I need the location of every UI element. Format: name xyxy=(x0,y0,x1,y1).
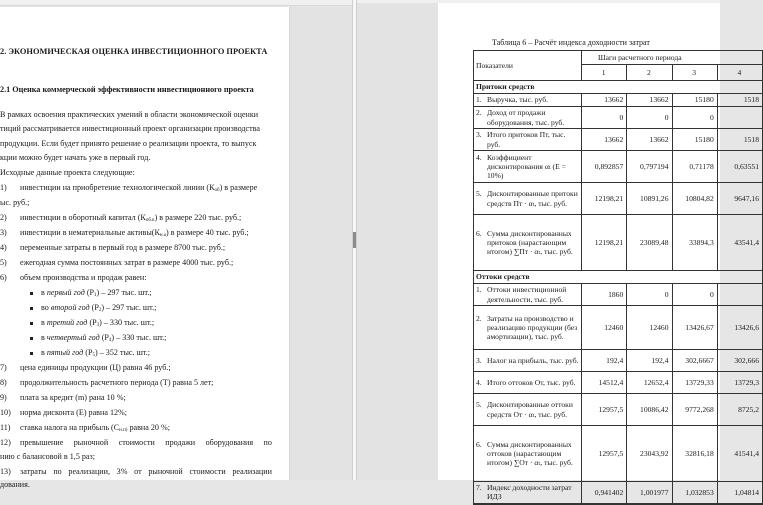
value-cell: 10086,42 xyxy=(627,394,672,426)
value-cell: 43541,4 xyxy=(717,215,762,271)
row-number: 6. xyxy=(476,439,482,449)
bullet-year: третий год xyxy=(46,318,88,327)
header-col: 2 xyxy=(627,65,672,81)
value-cell: 1,001977 xyxy=(627,482,672,504)
list-number: 1) xyxy=(0,183,7,192)
list-text: цена единицы продукции (Ц) равна 46 руб.; xyxy=(20,363,171,372)
subscript: н.п) xyxy=(119,428,128,433)
value-cell: 12198,21 xyxy=(582,215,627,271)
section-heading: 2. ЭКОНОМИЧЕСКАЯ ОЦЕНКА ИНВЕСТИЦИОННОГО ПРОЕКТА xyxy=(0,47,268,56)
subsection-heading: 2.1 Оценка коммерческой эффективности инвестиционного проекта xyxy=(0,85,254,94)
word: рыночной xyxy=(148,467,183,476)
row-label-cell xyxy=(474,306,582,350)
word: реализации xyxy=(232,467,272,476)
row-label-cell xyxy=(474,426,582,482)
value-cell: 0,63551 xyxy=(717,151,762,183)
row-label-text: Коэффициент дисконтирования αₜ (E = 10%) xyxy=(487,152,566,181)
value-cell: 23089,48 xyxy=(627,215,672,271)
row-number: 4. xyxy=(476,152,482,162)
value-cell: 13729,3 xyxy=(717,372,762,394)
list-text: объем производства и продаж равен: xyxy=(20,273,147,282)
list-text-part: ) в размере 220 тыс. руб.; xyxy=(154,213,242,222)
source-data-label: Исходные данные проекта следующие: xyxy=(0,168,135,177)
value-cell: 192,4 xyxy=(627,350,672,372)
bullet-text-part: в xyxy=(41,348,47,357)
bullet-text-part: ) – 330 тыс. шт.; xyxy=(111,333,167,342)
value-cell: 13426,67 xyxy=(672,306,717,350)
row-label xyxy=(476,400,579,418)
word: реализации, xyxy=(68,467,110,476)
bullet-icon xyxy=(30,352,33,355)
row-label-text: Индекс доходности затрат ИДЗ xyxy=(487,483,572,502)
value-cell: 10804,82 xyxy=(672,183,717,215)
word: 3% xyxy=(116,467,128,476)
list-number: 4) xyxy=(0,243,7,252)
bullet-icon xyxy=(30,322,33,325)
table-row xyxy=(474,215,763,271)
value-cell: 0 xyxy=(672,284,717,306)
value-cell: 0,797194 xyxy=(627,151,672,183)
bullet-year: второй год xyxy=(50,303,90,312)
value-cell: 13662 xyxy=(582,129,627,151)
list-text-part: ) в размере xyxy=(219,183,258,192)
row-label-text: Затраты на производство и реализацию продукции (без амортизации), тыс. руб. xyxy=(487,313,578,342)
row-label-text: Выручка, тыс. руб. xyxy=(487,95,548,105)
row-number: 4. xyxy=(476,377,482,387)
header-col: 4 xyxy=(717,65,762,81)
subscript: об xyxy=(214,188,220,193)
value-cell: 9772,268 xyxy=(672,394,717,426)
value-cell: 0,892857 xyxy=(582,151,627,183)
bullet-text-part: в xyxy=(41,288,47,297)
row-number: 7. xyxy=(476,483,482,493)
row-label-text: Итого оттоков От, тыс. руб. xyxy=(487,377,576,387)
bullet-text-part: (P xyxy=(91,303,99,312)
bullet-text xyxy=(41,348,150,361)
list-text-justified xyxy=(20,467,272,477)
bullet-text xyxy=(41,303,156,316)
value-cell: 13729,33 xyxy=(672,372,717,394)
document-background xyxy=(357,3,438,480)
list-text-part: инвестиции в нематериальные активы(К xyxy=(20,228,160,237)
row-label-cell xyxy=(474,482,582,504)
table-row xyxy=(474,394,763,426)
value-cell: 8725,2 xyxy=(717,394,762,426)
list-text: продолжительность расчетного периода (Т) равна 5 лет; xyxy=(20,378,214,387)
table-row xyxy=(474,350,763,372)
list-text: плата за кредит (m) рана 10 %; xyxy=(20,393,126,402)
value-cell: 13662 xyxy=(582,94,627,107)
value-cell: 15180 xyxy=(672,129,717,151)
list-text-continuation: ыс. руб.; xyxy=(0,198,30,207)
value-cell: 302,6667 xyxy=(672,350,717,372)
list-text-continuation: дования. xyxy=(0,480,30,489)
value-cell: 12652,4 xyxy=(627,372,672,394)
split-handle-icon[interactable] xyxy=(353,232,356,248)
word: стоимости xyxy=(189,467,226,476)
row-label xyxy=(476,285,579,303)
row-number: 6. xyxy=(476,228,482,238)
word: по xyxy=(263,438,272,447)
bullet-year: первый год xyxy=(46,288,85,297)
row-label-cell xyxy=(474,215,582,271)
subscript: об.к xyxy=(145,218,155,223)
bullet-text-part: (P xyxy=(101,333,109,342)
row-label-cell xyxy=(474,394,582,426)
value-cell: 1518 xyxy=(717,94,762,107)
row-label xyxy=(476,314,579,342)
row-number: 1. xyxy=(476,285,482,295)
value-cell: 0,941402 xyxy=(582,482,627,504)
row-number: 5. xyxy=(476,400,482,410)
bullet-text-part: ) – 297 тыс. шт.; xyxy=(96,288,152,297)
value-cell: 1,04814 xyxy=(717,482,762,504)
list-text xyxy=(20,423,170,436)
list-text-continuation: нию с балансовой в 1,5 раз; xyxy=(0,452,95,461)
row-label xyxy=(476,440,579,468)
list-text: переменные затраты в первый год в размере 8700 тыс. руб.; xyxy=(20,243,226,252)
document-page-left xyxy=(0,7,289,489)
paragraph-line: В рамках освоения практических умений в области экономической оценки xyxy=(0,110,259,119)
value-cell: 41541,4 xyxy=(717,426,762,482)
row-label xyxy=(476,153,579,181)
table-row xyxy=(474,284,763,306)
subscript: 1 xyxy=(94,293,97,298)
header-steps: Шаги расчетного периода xyxy=(582,51,763,65)
list-number: 9) xyxy=(0,393,7,402)
bullet-text-part: (P xyxy=(86,288,95,297)
row-label-cell xyxy=(474,94,582,107)
row-label xyxy=(476,356,579,365)
word: рыночной xyxy=(73,438,109,447)
list-number: 5) xyxy=(0,258,7,267)
bullet-text xyxy=(41,333,166,346)
value-cell: 13662 xyxy=(627,94,672,107)
row-label-text: Сумма дисконтированных притоков (нарастающим итогом) ∑Пт · αₜ, тыс. руб. xyxy=(487,228,573,257)
row-label-cell xyxy=(474,151,582,183)
row-label-cell xyxy=(474,284,582,306)
row-number: 3. xyxy=(476,130,482,140)
bullet-year: четвертый год xyxy=(46,333,100,342)
value-cell: 1860 xyxy=(582,284,627,306)
table-row xyxy=(474,306,763,350)
list-text: норма дисконта (Е) равна 12%; xyxy=(20,408,128,417)
table-row xyxy=(474,372,763,394)
row-label-text: Дисконтированные притоки средств Пт · αₜ, тыс. руб. xyxy=(487,189,578,208)
value-cell: 13426,6 xyxy=(717,306,762,350)
table-row xyxy=(474,107,763,129)
value-cell: 0,71178 xyxy=(672,151,717,183)
row-number: 2. xyxy=(476,108,482,118)
value-cell: 14512,4 xyxy=(582,372,627,394)
subscript: 3 xyxy=(96,323,100,328)
word: по xyxy=(53,467,62,476)
value-cell: 12460 xyxy=(627,306,672,350)
word: от xyxy=(134,467,142,476)
list-number: 7) xyxy=(0,363,7,372)
section-title: Притоки средств xyxy=(474,81,763,94)
table-row xyxy=(474,482,763,504)
subscript: 2 xyxy=(98,308,102,313)
table-row xyxy=(474,426,763,482)
list-number: 6) xyxy=(0,273,7,282)
subscript: 4 xyxy=(108,338,112,343)
bullet-text xyxy=(41,318,154,331)
subscript: 5 xyxy=(92,353,95,358)
row-label xyxy=(476,130,579,148)
value-cell: 0 xyxy=(627,284,672,306)
document-page-right xyxy=(438,3,759,502)
value-cell: 33894,3 xyxy=(672,215,717,271)
value-cell: 12957,5 xyxy=(582,426,627,482)
value-cell xyxy=(717,284,762,306)
row-label-text: Доход от продажи оборудования, тыс. руб. xyxy=(487,108,565,127)
word: затраты xyxy=(20,467,47,476)
value-cell: 23043,92 xyxy=(627,426,672,482)
bullet-text-part: ) – 352 тыс. шт.; xyxy=(95,348,150,357)
bullet-text-part: ) – 297 тыс. шт.; xyxy=(101,303,157,312)
list-number: 11) xyxy=(0,423,11,432)
word: превышение xyxy=(20,438,64,447)
bullet-icon xyxy=(30,337,33,340)
row-label-text: Налог на прибыль, тыс. руб. xyxy=(487,355,579,365)
list-number: 3) xyxy=(0,228,7,237)
row-label-cell xyxy=(474,107,582,129)
table-row xyxy=(474,151,763,183)
value-cell: 13662 xyxy=(627,129,672,151)
header-col: 3 xyxy=(672,65,717,81)
value-cell: 12957,5 xyxy=(582,394,627,426)
bullet-icon xyxy=(30,307,33,310)
row-label xyxy=(476,189,579,207)
value-cell xyxy=(717,107,762,129)
row-label-cell xyxy=(474,372,582,394)
value-cell: 10891,26 xyxy=(627,183,672,215)
row-label-cell xyxy=(474,350,582,372)
list-text: ежегодная сумма постоянных затрат в размере 4000 тыс. руб.; xyxy=(20,258,234,267)
list-number: 8) xyxy=(0,378,7,387)
paragraph-line: продукции. Если будет принято решение о реализации проекта, то выпуск xyxy=(0,139,257,148)
bullet-text-part: (P xyxy=(85,348,93,357)
value-cell: 12198,21 xyxy=(582,183,627,215)
list-text-part: инвестиции в оборотный капитал (К xyxy=(20,213,146,222)
row-label-text: Сумма дисконтированных оттоков (нарастающим итогом) ∑От · αₜ, тыс. руб. xyxy=(487,439,573,468)
value-cell: 0 xyxy=(582,107,627,129)
row-label-text: Оттоки инвестиционной деятельности, тыс. руб. xyxy=(487,285,567,304)
list-number: 2) xyxy=(0,213,7,222)
table-row xyxy=(474,94,763,107)
bullet-text-part: во xyxy=(41,303,51,312)
paragraph-line: тиций рассматривается инвестиционный проект организации производства xyxy=(0,124,260,133)
row-label-cell xyxy=(474,183,582,215)
value-cell: 1518 xyxy=(717,129,762,151)
header-col: 1 xyxy=(582,65,627,81)
value-cell: 9647,16 xyxy=(717,183,762,215)
row-label-text: Дисконтированные оттоки средств От · αₜ, тыс. руб. xyxy=(487,400,573,419)
list-number: 10) xyxy=(0,408,11,417)
profitability-index-table xyxy=(473,50,763,505)
word: продажи xyxy=(165,438,196,447)
row-label xyxy=(476,95,579,104)
bullet-text-part: в xyxy=(41,318,47,327)
table-row xyxy=(474,129,763,151)
row-label xyxy=(476,108,579,126)
bullet-icon xyxy=(30,292,33,295)
bullet-text xyxy=(41,288,152,301)
list-text-part: инвестиции на приобретение технологической линии (К xyxy=(20,183,215,192)
bullet-text-part: ) – 330 тыс. шт.; xyxy=(99,318,155,327)
value-cell: 15180 xyxy=(672,94,717,107)
table-row xyxy=(474,183,763,215)
header-indicators: Показатели xyxy=(474,51,582,81)
list-text-justified xyxy=(20,438,272,448)
value-cell: 1,032853 xyxy=(672,482,717,504)
table-section-row xyxy=(474,271,763,284)
list-number: 12) xyxy=(0,438,11,447)
subscript: н.а xyxy=(159,233,167,238)
list-text-part: ставка налога на прибыль (С xyxy=(20,423,120,432)
row-number: 3. xyxy=(476,355,482,365)
section-title: Оттоки средств xyxy=(474,271,763,284)
row-label xyxy=(476,378,579,387)
list-number: 13) xyxy=(0,467,11,476)
value-cell: 32816,18 xyxy=(672,426,717,482)
value-cell: 12460 xyxy=(582,306,627,350)
value-cell: 302,666 xyxy=(717,350,762,372)
list-text xyxy=(20,213,241,226)
bullet-text-part: (P xyxy=(89,318,97,327)
row-number: 2. xyxy=(476,313,482,323)
paragraph-line: кции можно будет начать уже в первый год. xyxy=(0,153,151,162)
row-label-text: Итого притоков Пт, тыс. руб. xyxy=(487,130,566,149)
value-cell: 0 xyxy=(627,107,672,129)
word: оборудования xyxy=(205,438,254,447)
word: стоимости xyxy=(118,438,155,447)
row-label-cell xyxy=(474,129,582,151)
value-cell: 192,4 xyxy=(582,350,627,372)
list-text xyxy=(20,228,249,241)
table-section-row xyxy=(474,81,763,94)
bullet-text-part: в xyxy=(41,333,47,342)
list-text-part: ) в размере 40 тыс. руб.; xyxy=(166,228,249,237)
value-cell: 0 xyxy=(672,107,717,129)
row-number: 5. xyxy=(476,189,482,199)
table-caption: Таблица 6 – Расчёт индекса доходности затрат xyxy=(492,38,650,47)
list-text xyxy=(20,183,257,196)
list-text-part: равна 20 %; xyxy=(127,423,170,432)
document-background xyxy=(289,7,352,480)
bullet-year: пятый год xyxy=(46,348,84,357)
row-number: 1. xyxy=(476,95,482,105)
row-label xyxy=(476,229,579,257)
row-label xyxy=(476,483,579,501)
